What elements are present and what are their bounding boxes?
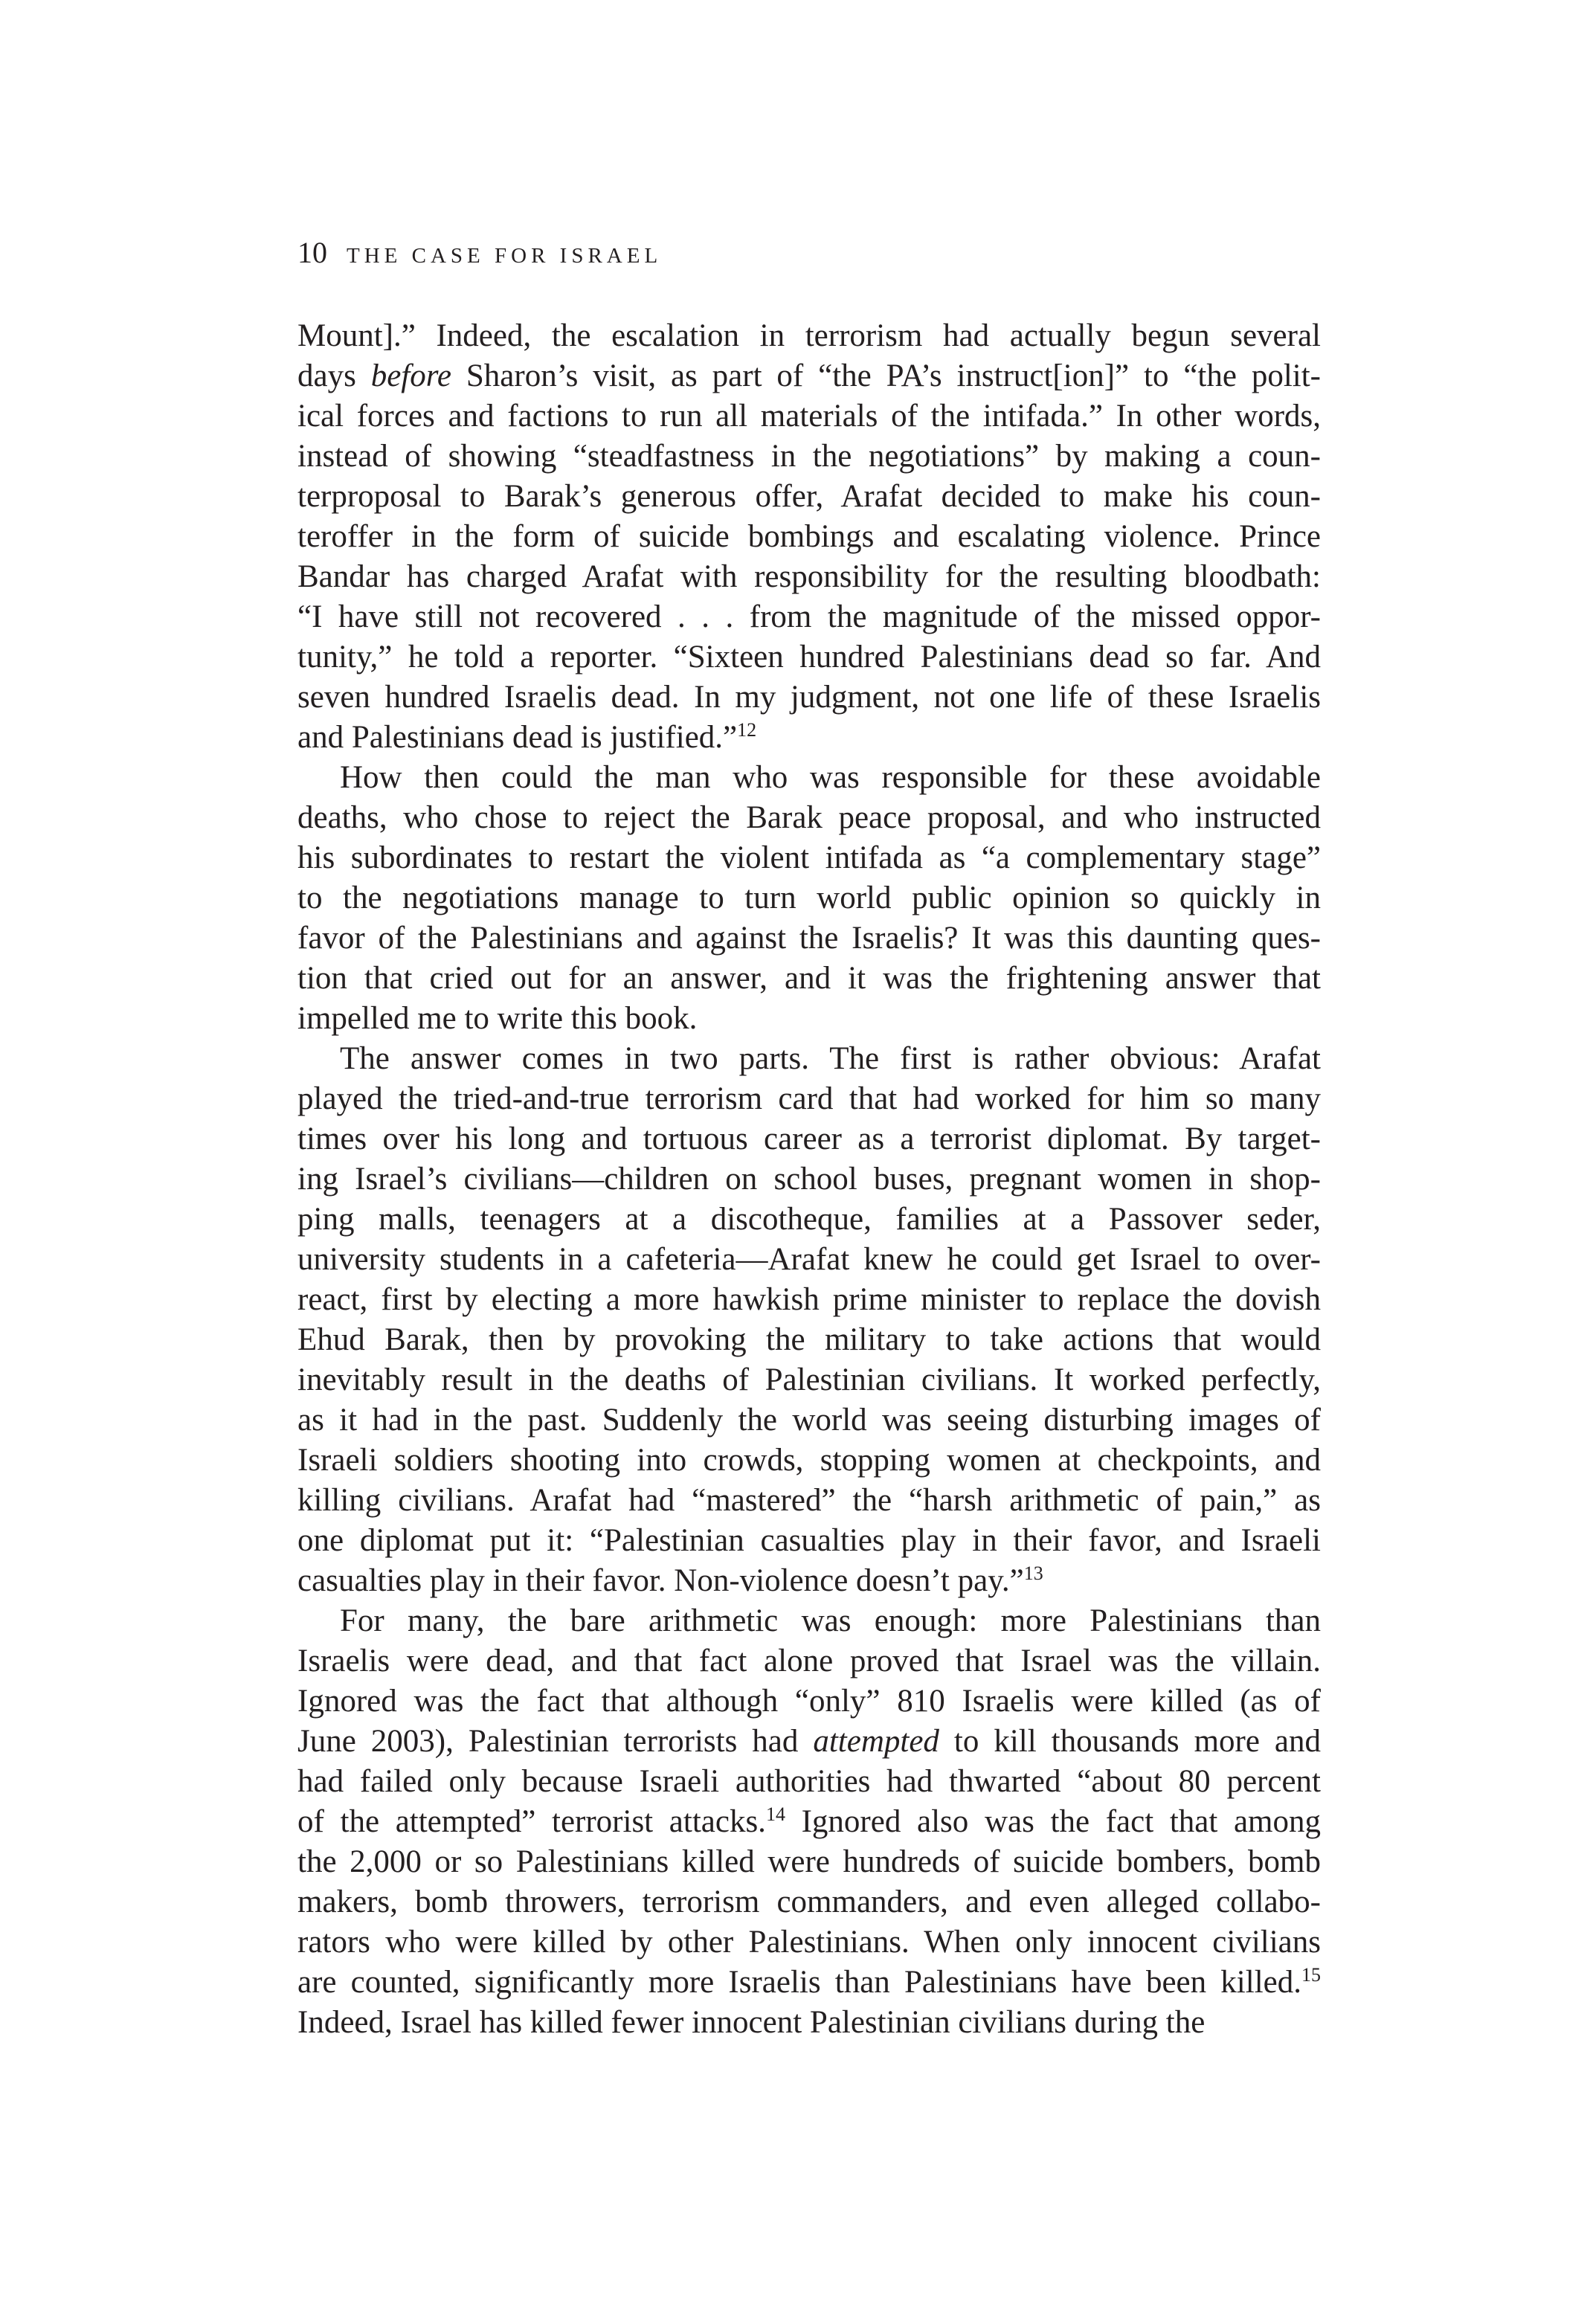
text-run: ical forces and factions to run all materials of the intifada.” In other words, <box>297 399 1321 434</box>
text-run: seven hundred Israelis dead. In my judgment, not one life of these Israelis <box>297 680 1321 715</box>
text-run: and Palestinians dead is justified.” <box>297 720 738 755</box>
text-run: had failed only because Israeli authorities had thwarted “about 80 percent <box>297 1764 1321 1799</box>
text-run: played the tried-and-true terrorism card that had worked for him so many <box>297 1081 1321 1116</box>
text-line <box>297 1240 1321 1280</box>
text-run: Indeed, Israel has killed fewer innocent Palestinian civilians during the <box>297 2005 1206 2040</box>
text-line <box>297 1641 1321 1681</box>
text-run: terproposal to Barak’s generous offer, Arafat decided to make his coun- <box>297 479 1321 514</box>
text-line <box>297 1963 1321 2003</box>
running-head <box>297 234 662 275</box>
text-line <box>297 437 1321 477</box>
text-line <box>297 637 1321 677</box>
text-line <box>297 1802 1321 1842</box>
text-line <box>297 718 1321 758</box>
paragraph <box>297 316 1321 758</box>
text-run: Ignored was the fact that although “only” 810 Israelis were killed (as of <box>297 1684 1321 1719</box>
paragraph <box>297 758 1321 1039</box>
text-run: deaths, who chose to reject the Barak peace proposal, and who instructed <box>297 800 1321 835</box>
text-line <box>297 1922 1321 1963</box>
text-line <box>297 878 1321 918</box>
text-line <box>297 557 1321 597</box>
text-run: as it had in the past. Suddenly the world was seeing disturbing images of <box>297 1403 1321 1438</box>
text-run: his subordinates to restart the violent intifada as “a complementary stage” <box>297 840 1321 875</box>
text-line <box>297 1079 1321 1119</box>
text-line <box>297 1601 1321 1641</box>
text-line <box>297 838 1321 878</box>
text-line <box>297 517 1321 557</box>
text-run: instead of showing “steadfastness in the negotiations” by making a coun- <box>297 439 1321 474</box>
text-run: rators who were killed by other Palestinians. When only innocent civilians <box>297 1925 1321 1960</box>
footnote-ref: 15 <box>1301 1964 1321 1986</box>
text-line <box>297 1119 1321 1159</box>
text-line <box>297 2003 1321 2043</box>
footnote-ref: 12 <box>737 719 757 741</box>
paragraph <box>297 1039 1321 1601</box>
text-line <box>297 1159 1321 1200</box>
text-run: impelled me to write this book. <box>297 1001 698 1036</box>
text-run: favor of the Palestinians and against the Israelis? It was this daunting ques- <box>297 921 1321 956</box>
text-run: to the negotiations manage to turn world public opinion so quickly in <box>297 881 1321 915</box>
text-run: June 2003), Palestinian terrorists had <box>297 1724 814 1759</box>
text-run: of the attempted” terrorist attacks. <box>297 1804 766 1839</box>
text-run: ing Israel’s civilians—children on school buses, pregnant women in shop- <box>297 1162 1321 1197</box>
text-line <box>297 597 1321 637</box>
text-run: inevitably result in the deaths of Palestinian civilians. It worked perfectly, <box>297 1362 1321 1397</box>
text-run: react, first by electing a more hawkish prime minister to replace the dovish <box>297 1282 1321 1317</box>
text-line <box>297 1561 1321 1601</box>
text-run: are counted, significantly more Israelis than Palestinians have been killed. <box>297 1965 1301 2000</box>
text-run: days <box>297 358 371 393</box>
text-line <box>297 1762 1321 1802</box>
text-run: Bandar has charged Arafat with responsibility for the resulting bloodbath: <box>297 559 1321 594</box>
text-run: For many, the bare arithmetic was enough: more Palestinians than <box>340 1603 1321 1638</box>
page-number: 10 <box>297 236 327 269</box>
text-line <box>297 959 1321 999</box>
text-run: makers, bomb throwers, terrorism commanders, and even alleged collabo- <box>297 1884 1321 1919</box>
text-run: killing civilians. Arafat had “mastered” the “harsh arithmetic of pain,” as <box>297 1483 1321 1518</box>
text-line <box>297 758 1321 798</box>
italic-text: attempted <box>813 1724 939 1759</box>
footnote-ref: 13 <box>1023 1562 1043 1584</box>
text-run: ping malls, teenagers at a discotheque, families at a Passover seder, <box>297 1202 1321 1237</box>
text-line <box>297 1400 1321 1441</box>
text-line <box>297 1722 1321 1762</box>
text-line <box>297 1320 1321 1360</box>
text-run: “I have still not recovered . . . from the magnitude of the missed oppor- <box>297 599 1321 634</box>
text-line <box>297 1521 1321 1561</box>
text-run: Mount].” Indeed, the escalation in terrorism had actually begun several <box>297 318 1321 353</box>
text-run: to kill thousands more and <box>939 1724 1321 1759</box>
text-run: times over his long and tortuous career as a terrorist diplomat. By target- <box>297 1121 1321 1156</box>
text-run: How then could the man who was responsible for these avoidable <box>340 760 1321 795</box>
text-line <box>297 677 1321 718</box>
text-line <box>297 798 1321 838</box>
text-line <box>297 1200 1321 1240</box>
running-head-title: THE CASE FOR ISRAEL <box>347 244 663 268</box>
text-run: Ignored also was the fact that among <box>785 1804 1322 1839</box>
text-line <box>297 1360 1321 1400</box>
text-run: Ehud Barak, then by provoking the military to take actions that would <box>297 1322 1321 1357</box>
text-line <box>297 316 1321 356</box>
text-run: the 2,000 or so Palestinians killed were hundreds of suicide bombers, bomb <box>297 1844 1321 1879</box>
text-run: The answer comes in two parts. The first is rather obvious: Arafat <box>340 1041 1321 1076</box>
text-run: Sharon’s visit, as part of “the PA’s instruct[ion]” to “the polit- <box>451 358 1321 393</box>
text-run: university students in a cafeteria—Arafat knew he could get Israel to over- <box>297 1242 1321 1277</box>
text-line <box>297 1842 1321 1882</box>
text-line <box>297 1039 1321 1079</box>
text-run: Israelis were dead, and that fact alone proved that Israel was the villain. <box>297 1644 1321 1678</box>
footnote-ref: 14 <box>765 1803 785 1825</box>
text-line <box>297 1882 1321 1922</box>
text-line <box>297 1280 1321 1320</box>
text-line <box>297 477 1321 517</box>
italic-text: before <box>370 358 451 393</box>
text-run: teroffer in the form of suicide bombings and escalating violence. Prince <box>297 519 1321 554</box>
paragraph <box>297 1601 1321 2043</box>
text-line <box>297 999 1321 1039</box>
text-line <box>297 918 1321 959</box>
text-line <box>297 1481 1321 1521</box>
text-line <box>297 356 1321 396</box>
text-run: one diplomat put it: “Palestinian casualties play in their favor, and Israeli <box>297 1523 1321 1558</box>
text-run: tunity,” he told a reporter. “Sixteen hundred Palestinians dead so far. And <box>297 640 1321 675</box>
text-line <box>297 396 1321 437</box>
body-text <box>297 316 1321 2043</box>
text-line <box>297 1441 1321 1481</box>
text-run: tion that cried out for an answer, and it was the frightening answer that <box>297 961 1321 996</box>
text-run: casualties play in their favor. Non-violence doesn’t pay.” <box>297 1563 1024 1598</box>
text-run: Israeli soldiers shooting into crowds, stopping women at checkpoints, and <box>297 1443 1321 1478</box>
text-line <box>297 1681 1321 1722</box>
